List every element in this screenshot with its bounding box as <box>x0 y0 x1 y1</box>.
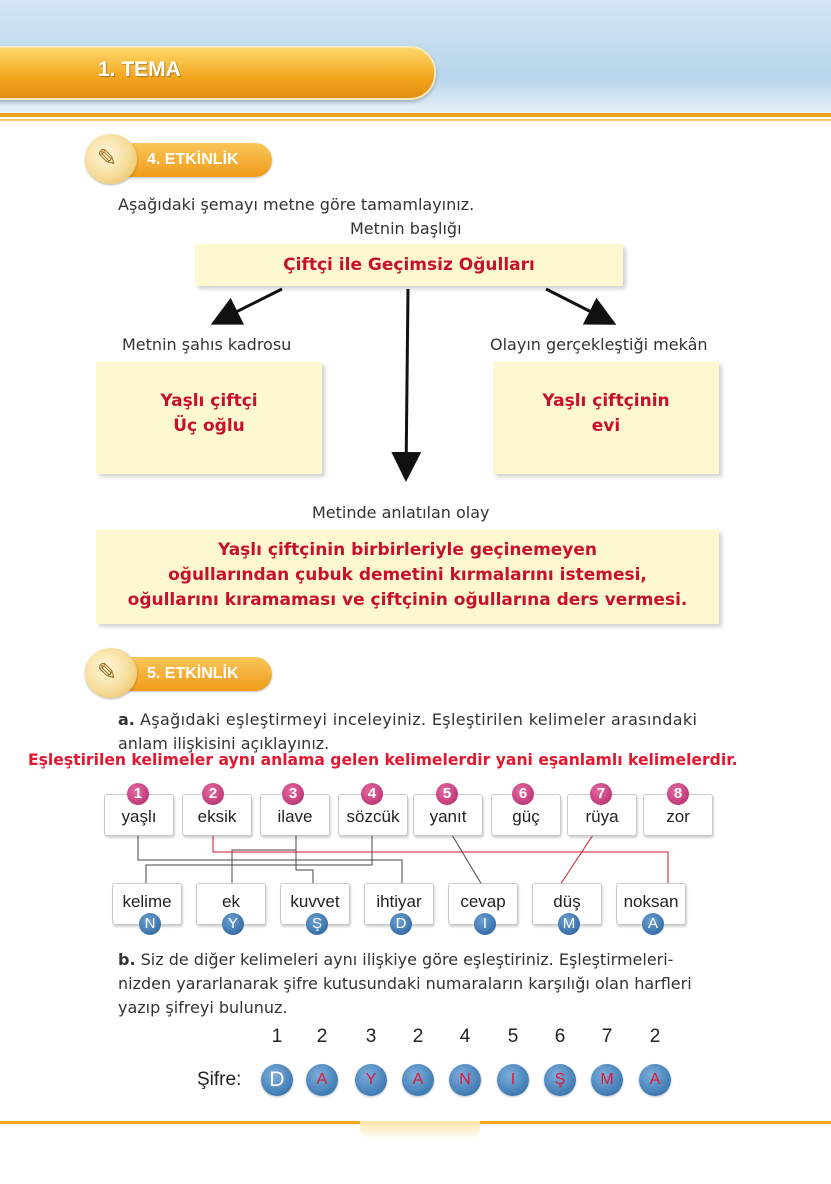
part-b-label: b. <box>118 950 136 969</box>
part-b-line-3: yazıp şifreyi bulunuz. <box>118 998 288 1017</box>
cast-line-1: Yaşlı çiftçi <box>160 391 258 411</box>
part-a-text-1 <box>118 710 697 729</box>
number-badge: 4 <box>361 783 383 805</box>
word-label: yaşlı <box>121 807 157 826</box>
code-letter: I <box>497 1064 529 1096</box>
word-label: ihtiyar <box>376 892 422 911</box>
tema-title: 1. TEMA <box>98 58 181 81</box>
number-badge: 1 <box>127 783 149 805</box>
letter-badge: M <box>558 913 580 935</box>
code-letter: M <box>591 1064 623 1096</box>
code-letter: A <box>306 1064 338 1096</box>
letter-badge: I <box>474 913 496 935</box>
letter-badge: Y <box>222 913 244 935</box>
part-a-line-1: Aşağıdaki eşleştirmeyi inceleyiniz. Eşleştirilen kelimeler arasındaki <box>139 710 698 729</box>
code-number: 4 <box>459 1026 471 1047</box>
code-letter: D <box>261 1064 293 1096</box>
letter-badge: N <box>139 913 161 935</box>
word-label: sözcük <box>346 807 400 826</box>
word-label: eksik <box>197 807 237 826</box>
code-number: 7 <box>601 1026 613 1047</box>
word-label: kelime <box>122 892 172 911</box>
number-badge: 7 <box>590 783 612 805</box>
word-label: kuvvet <box>290 892 340 911</box>
part-a-label: a. <box>118 710 135 729</box>
number-badge: 8 <box>667 783 689 805</box>
code-letter: A <box>402 1064 434 1096</box>
event-label: Metinde anlatılan olay <box>312 503 490 522</box>
event-line-2: oğullarından çubuk demetini kırmalarını istemesi, <box>168 565 647 585</box>
part-b-line-1: Siz de diğer kelimeleri aynı ilişkiye göre eşleştiriniz. Eşleştirmeleri- <box>140 950 674 969</box>
answer-text: Eşleştirilen kelimeler aynı anlama gelen kelimelerdir yani eşanlamlı kelimelerdir. <box>28 751 738 769</box>
part-a-line-2: anlam ilişkisini açıklayınız. <box>118 734 330 753</box>
code-letter: N <box>449 1064 481 1096</box>
title-value: Çiftçi ile Geçimsiz Oğulları <box>283 255 535 275</box>
code-number: 1 <box>271 1026 283 1047</box>
number-badge: 3 <box>282 783 304 805</box>
code-letter: A <box>639 1064 671 1096</box>
page-number-tab <box>360 1121 480 1139</box>
cast-label: Metnin şahıs kadrosu <box>122 335 292 354</box>
code-number: 3 <box>365 1026 377 1047</box>
code-number: 2 <box>412 1026 424 1047</box>
place-line-1: Yaşlı çiftçinin <box>542 391 670 411</box>
code-number: 2 <box>316 1026 328 1047</box>
code-label: Şifre: <box>197 1069 242 1090</box>
activity4-badge-label: 4. ETKİNLİK <box>147 151 239 168</box>
cast-line-2: Üç oğlu <box>173 416 245 436</box>
word-label: yanıt <box>429 807 467 826</box>
word-label: noksan <box>623 892 679 911</box>
word-label: güç <box>512 807 540 826</box>
mascot-icon: ✎ <box>85 648 137 698</box>
code-letter: Ş <box>544 1064 576 1096</box>
word-label: düş <box>553 892 581 911</box>
word-label: rüya <box>585 807 619 826</box>
place-label: Olayın gerçekleştiği mekân <box>490 335 708 354</box>
arrow-icon <box>0 0 831 560</box>
activity4-instruction: Aşağıdaki şemayı metne göre tamamlayınız. <box>118 195 475 214</box>
number-badge: 5 <box>436 783 458 805</box>
word-label: ek <box>222 892 240 911</box>
cast-box <box>96 362 322 474</box>
part-b-text-1 <box>118 950 673 969</box>
word-label: zor <box>666 807 690 826</box>
activity5-badge-label: 5. ETKİNLİK <box>147 665 239 682</box>
place-line-2: evi <box>591 416 621 436</box>
number-badge: 6 <box>512 783 534 805</box>
letter-badge: D <box>390 913 412 935</box>
mascot-icon: ✎ <box>85 134 137 184</box>
number-badge: 2 <box>202 783 224 805</box>
letter-badge: Ş <box>306 913 328 935</box>
title-label: Metnin başlığı <box>350 219 462 238</box>
code-number: 6 <box>554 1026 566 1047</box>
part-b-line-2: nizden yararlanarak şifre kutusundaki numaraların karşılığı olan harfleri <box>118 974 692 993</box>
event-box <box>96 530 719 624</box>
code-number: 5 <box>507 1026 519 1047</box>
place-box <box>493 362 719 474</box>
code-letter: Y <box>355 1064 387 1096</box>
code-number: 2 <box>649 1026 661 1047</box>
event-line-3: oğullarını kıramaması ve çiftçinin oğullarına ders vermesi. <box>127 590 688 610</box>
word-label: cevap <box>460 892 506 911</box>
letter-badge: A <box>642 913 664 935</box>
event-line-1: Yaşlı çiftçinin birbirleriyle geçinemeyen <box>217 540 598 560</box>
word-label: ilave <box>277 807 313 826</box>
